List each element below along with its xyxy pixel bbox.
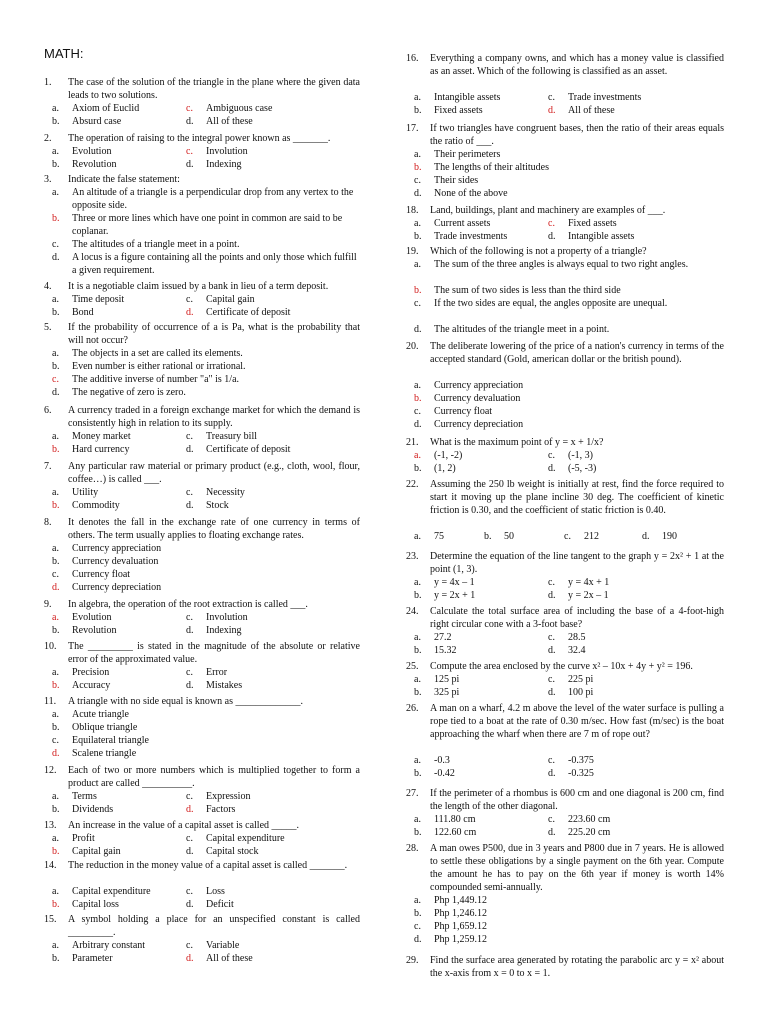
option-letter: c. <box>414 406 421 417</box>
option-letter: d. <box>186 159 194 170</box>
option-text: 190 <box>662 531 677 542</box>
option-text: 50 <box>504 531 514 542</box>
option-text: Profit <box>72 833 95 844</box>
option-text: Stock <box>206 500 229 511</box>
option-text: Terms <box>72 791 97 802</box>
question-text: If the probability of occurrence of a is Pa, what is the probability that will not occur? <box>68 322 360 346</box>
option-letter: a. <box>414 218 421 229</box>
option-letter: a. <box>414 577 421 588</box>
option-letter: a. <box>414 755 421 766</box>
question-text: In algebra, the operation of the root extraction is called ___. <box>68 599 308 610</box>
option-letter: c. <box>186 667 193 678</box>
option-text: (-5, -3) <box>568 463 597 474</box>
option-text: 325 pi <box>434 687 460 698</box>
option-letter: c. <box>186 886 193 897</box>
option-letter: a. <box>52 886 59 897</box>
question-number: 10. <box>44 641 57 652</box>
option-text: Bond <box>72 307 94 318</box>
question-text: Indicate the false statement: <box>68 174 180 185</box>
option-text: Trade investments <box>434 231 508 242</box>
option-letter: b. <box>484 531 492 542</box>
option-text: None of the above <box>434 188 508 199</box>
question-text: If the perimeter of a rhombus is 600 cm and one diagonal is 200 cm, find the length of the other diagonal. <box>430 788 724 812</box>
option-text: 15.32 <box>434 645 457 656</box>
option-letter: a. <box>52 348 59 359</box>
option-letter: a. <box>52 187 59 198</box>
question-number: 20. <box>406 341 419 352</box>
option-text: 125 pi <box>434 674 460 685</box>
option-letter: b. <box>414 231 422 242</box>
option-letter: b. <box>52 899 60 910</box>
option-letter: c. <box>414 175 421 186</box>
option-text: -0.42 <box>434 768 455 779</box>
option-text: Acute triangle <box>72 709 129 720</box>
option-text: Variable <box>206 940 240 951</box>
option-letter: c. <box>52 735 59 746</box>
question-number: 16. <box>406 53 419 64</box>
option-text: Currency devaluation <box>72 556 159 567</box>
option-letter: a. <box>414 531 421 542</box>
option-text: 100 pi <box>568 687 594 698</box>
option-letter: d. <box>52 252 60 263</box>
option-text: Money market <box>72 431 131 442</box>
option-letter: b. <box>52 846 60 857</box>
option-text: Current assets <box>434 218 491 229</box>
option-letter: d. <box>548 827 556 838</box>
option-text: Equilateral triangle <box>72 735 149 746</box>
option-text: Parameter <box>72 953 113 964</box>
question-text: A currency traded in a foreign exchange market for which the demand is consistently high in relation to its supply. <box>68 405 360 429</box>
question-text: Determine the equation of the line tangent to the graph y = 2x² + 1 at the point (1, 3). <box>430 551 724 575</box>
option-letter: b. <box>52 307 60 318</box>
option-text: Factors <box>206 804 236 815</box>
option-letter: a. <box>52 146 59 157</box>
question-number: 24. <box>406 606 419 617</box>
option-letter: c. <box>52 239 59 250</box>
option-letter: b. <box>414 162 422 173</box>
option-text: Capital gain <box>206 294 255 305</box>
option-text: Hard currency <box>72 444 130 455</box>
question-number: 18. <box>406 205 419 216</box>
option-text: Dividends <box>72 804 114 815</box>
option-letter: a. <box>414 380 421 391</box>
option-letter: d. <box>548 645 556 656</box>
option-text: Revolution <box>72 625 117 636</box>
question-number: 6. <box>44 405 52 416</box>
option-letter: d. <box>186 116 194 127</box>
option-letter: a. <box>52 833 59 844</box>
option-text: Indexing <box>206 625 242 636</box>
option-text: An altitude of a triangle is a perpendicular drop from any vertex to the opposite side. <box>72 187 354 211</box>
option-text: (-1, -2) <box>434 450 463 461</box>
option-text: -0.375 <box>568 755 594 766</box>
question-text: The case of the solution of the triangle in the plane where the given data leads to two solutions. <box>68 77 360 101</box>
option-text: All of these <box>568 105 615 116</box>
option-text: The lengths of their altitudes <box>434 162 549 173</box>
option-letter: b. <box>52 625 60 636</box>
option-text: 122.60 cm <box>434 827 477 838</box>
option-text: Commodity <box>72 500 120 511</box>
option-letter: c. <box>52 374 59 385</box>
option-letter: c. <box>548 218 555 229</box>
option-text: 111.80 cm <box>434 814 476 825</box>
question-text: A man owes P500, due in 3 years and P800 due in 7 years. He is allowed to settle these obligations by a single payment on the 6th year. Compute the amount he has to pay on the 6th year if money is worth 14% compounded semi-annually. <box>430 843 724 893</box>
option-text: Indexing <box>206 159 242 170</box>
option-letter: c. <box>52 569 59 580</box>
option-letter: a. <box>414 450 421 461</box>
option-letter: d. <box>548 231 556 242</box>
option-text: Their perimeters <box>434 149 501 160</box>
option-letter: d. <box>186 804 194 815</box>
option-letter: c. <box>564 531 571 542</box>
option-text: Php 1,449.12 <box>434 895 488 906</box>
option-text: Intangible assets <box>434 92 501 103</box>
option-letter: a. <box>52 103 59 114</box>
option-letter: c. <box>186 431 193 442</box>
option-letter: a. <box>414 814 421 825</box>
option-letter: d. <box>186 444 194 455</box>
question-text: The reduction in the money value of a capital asset is called _______. <box>68 860 348 871</box>
question-number: 21. <box>406 437 419 448</box>
option-text: Capital expenditure <box>72 886 151 897</box>
option-letter: c. <box>414 298 421 309</box>
option-text: Utility <box>72 487 99 498</box>
option-text: Three or more lines which have one point in common are said to be coplanar. <box>72 213 343 237</box>
option-text: Currency depreciation <box>434 419 524 430</box>
option-letter: a. <box>52 294 59 305</box>
option-letter: b. <box>52 500 60 511</box>
option-text: Necessity <box>206 487 245 498</box>
option-letter: c. <box>186 487 193 498</box>
option-letter: a. <box>414 149 421 160</box>
question-text: Everything a company owns, and which has a money value is classified as an asset. Which of the following is classified as an asset. <box>430 53 724 77</box>
question-number: 27. <box>406 788 419 799</box>
option-letter: c. <box>548 755 555 766</box>
option-letter: d. <box>186 953 194 964</box>
option-text: Capital loss <box>72 899 119 910</box>
option-letter: c. <box>548 92 555 103</box>
question-text: Find the surface area generated by rotating the parabolic arc y = x² about the x-axis from x = 0 to x = 1. <box>430 955 724 979</box>
option-text: The objects in a set are called its elements. <box>72 348 243 359</box>
option-text: Currency float <box>434 406 493 417</box>
option-letter: c. <box>548 814 555 825</box>
question-text: Which of the following is not a property of a triangle? <box>430 246 647 257</box>
question-number: 11. <box>44 696 57 707</box>
option-text: -0.325 <box>568 768 594 779</box>
option-text: Certificate of deposit <box>206 444 291 455</box>
option-text: Axiom of Euclid <box>72 103 140 114</box>
option-text: Currency appreciation <box>434 380 524 391</box>
option-letter: c. <box>186 146 193 157</box>
question-number: 23. <box>406 551 419 562</box>
option-text: 212 <box>584 531 599 542</box>
option-text: y = 4x – 1 <box>434 577 475 588</box>
option-letter: d. <box>642 531 650 542</box>
option-text: 28.5 <box>568 632 586 643</box>
option-letter: c. <box>548 632 555 643</box>
question-text: The _________ is stated in the magnitude of the absolute or relative error of the approximated value. <box>68 641 360 665</box>
option-text: y = 2x + 1 <box>434 590 476 601</box>
option-letter: a. <box>414 674 421 685</box>
option-text: Capital stock <box>206 846 259 857</box>
option-text: 225 pi <box>568 674 594 685</box>
option-text: Accuracy <box>72 680 111 691</box>
question-number: 29. <box>406 955 419 966</box>
question-text: The deliberate lowering of the price of a nation's currency in terms of the accepted standard (Gold, american dollar or the british pound). <box>430 341 724 365</box>
option-letter: c. <box>414 921 421 932</box>
option-text: Their sides <box>434 175 479 186</box>
question-text: A symbol holding a place for an unspecified constant is called _________. <box>68 914 360 938</box>
option-text: (1, 2) <box>434 463 456 474</box>
question-text: It denotes the fall in the exchange rate of one currency in terms of others. The term usually applies to floating exchange rates. <box>68 517 360 541</box>
option-letter: b. <box>414 463 422 474</box>
option-text: The altitudes of a triangle meet in a point. <box>72 239 240 250</box>
option-text: Php 1,259.12 <box>434 934 488 945</box>
option-letter: b. <box>52 556 60 567</box>
option-text: All of these <box>206 116 253 127</box>
option-letter: a. <box>52 791 59 802</box>
option-letter: d. <box>52 582 60 593</box>
option-text: Revolution <box>72 159 117 170</box>
option-letter: a. <box>52 612 59 623</box>
question-number: 4. <box>44 281 52 292</box>
question-number: 12. <box>44 765 57 776</box>
option-text: Evolution <box>72 146 112 157</box>
option-text: Involution <box>206 612 248 623</box>
question-number: 7. <box>44 461 52 472</box>
question-number: 2. <box>44 133 52 144</box>
question-number: 26. <box>406 703 419 714</box>
option-text: Currency depreciation <box>72 582 162 593</box>
option-text: (-1, 3) <box>568 450 593 461</box>
option-text: Fixed assets <box>568 218 617 229</box>
option-letter: d. <box>548 590 556 601</box>
option-letter: a. <box>414 259 421 270</box>
question-number: 15. <box>44 914 57 925</box>
option-letter: b. <box>414 687 422 698</box>
option-text: Error <box>206 667 228 678</box>
option-text: 223.60 cm <box>568 814 611 825</box>
question-number: 1. <box>44 77 52 88</box>
option-text: The negative of zero is zero. <box>72 387 186 398</box>
option-letter: d. <box>414 934 422 945</box>
option-letter: c. <box>186 833 193 844</box>
question-text: Calculate the total surface area of including the base of a 4-foot-high right circular cone with a 3-foot base? <box>430 606 724 630</box>
option-text: Even number is either rational or irrational. <box>72 361 246 372</box>
question-number: 17. <box>406 123 419 134</box>
option-text: 225.20 cm <box>568 827 611 838</box>
option-text: The additive inverse of number "a" is 1/a. <box>72 374 240 385</box>
option-text: Evolution <box>72 612 112 623</box>
option-letter: d. <box>186 846 194 857</box>
option-letter: a. <box>414 632 421 643</box>
option-letter: b. <box>52 953 60 964</box>
question-text: A man on a wharf, 4.2 m above the level of the water surface is pulling a rope tied to a boat at the rate of 0.30 m/sec. How fast (m/sec) is the boat approaching the wharf when there are 7 m of rope out? <box>430 703 724 740</box>
option-letter: d. <box>548 768 556 779</box>
option-letter: c. <box>186 612 193 623</box>
option-letter: b. <box>414 105 422 116</box>
question-text: Compute the area enclosed by the curve x² – 10x + 4y + y² = 196. <box>430 661 693 672</box>
option-letter: b. <box>52 722 60 733</box>
option-letter: b. <box>52 804 60 815</box>
question-text: Each of two or more numbers which is multiplied together to form a product are called __________. <box>68 765 360 789</box>
option-text: Fixed assets <box>434 105 483 116</box>
option-letter: a. <box>52 940 59 951</box>
option-text: Oblique triangle <box>72 722 138 733</box>
question-text: If two triangles have congruent bases, then the ratio of their areas equals the ratio of ___. <box>430 123 724 147</box>
question-number: 5. <box>44 322 52 333</box>
option-text: Time deposit <box>72 294 125 305</box>
question-text: What is the maximum point of y = x + 1/x? <box>430 437 604 448</box>
option-text: Absurd case <box>72 116 122 127</box>
option-text: -0.3 <box>434 755 450 766</box>
option-letter: d. <box>414 419 422 430</box>
option-text: 75 <box>434 531 444 542</box>
question-number: 28. <box>406 843 419 854</box>
option-letter: b. <box>414 285 422 296</box>
option-letter: d. <box>186 625 194 636</box>
option-letter: b. <box>414 393 422 404</box>
option-text: Mistakes <box>206 680 243 691</box>
option-letter: d. <box>548 105 556 116</box>
option-text: 27.2 <box>434 632 452 643</box>
option-letter: c. <box>548 674 555 685</box>
section-heading: MATH: <box>44 46 84 61</box>
question-text: Any particular raw material or primary product (e.g., cloth, wool, flour, coffee…) is called ___. <box>68 461 360 485</box>
option-text: Treasury bill <box>206 431 258 442</box>
question-text: It is a negotiable claim issued by a bank in lieu of a term deposit. <box>68 281 329 292</box>
option-letter: b. <box>414 827 422 838</box>
option-text: 32.4 <box>568 645 586 656</box>
option-letter: d. <box>186 899 194 910</box>
option-text: Ambiguous case <box>206 103 273 114</box>
option-text: Capital gain <box>72 846 121 857</box>
option-text: All of these <box>206 953 253 964</box>
option-letter: a. <box>52 709 59 720</box>
option-letter: c. <box>186 791 193 802</box>
option-letter: d. <box>414 324 422 335</box>
question-number: 22. <box>406 479 419 490</box>
option-text: The altitudes of the triangle meet in a point. <box>434 324 610 335</box>
option-text: A locus is a figure containing all the points and only those which fulfill a given requirement. <box>72 252 357 276</box>
question-text: An increase in the value of a capital asset is called _____. <box>68 820 300 831</box>
option-text: Php 1,659.12 <box>434 921 488 932</box>
option-letter: a. <box>52 667 59 678</box>
option-text: Capital expenditure <box>206 833 285 844</box>
option-letter: d. <box>52 387 60 398</box>
option-letter: d. <box>414 188 422 199</box>
option-text: y = 2x – 1 <box>568 590 609 601</box>
option-letter: b. <box>52 116 60 127</box>
option-letter: a. <box>414 92 421 103</box>
option-text: The sum of the three angles is always equal to two right angles. <box>434 259 689 270</box>
option-letter: a. <box>414 895 421 906</box>
option-letter: c. <box>548 450 555 461</box>
option-letter: d. <box>186 680 194 691</box>
option-text: y = 4x + 1 <box>568 577 610 588</box>
option-text: Currency devaluation <box>434 393 521 404</box>
question-text: Land, buildings, plant and machinery are examples of ___. <box>430 205 666 216</box>
option-text: Involution <box>206 146 248 157</box>
option-text: Scalene triangle <box>72 748 137 759</box>
option-letter: d. <box>186 500 194 511</box>
option-text: If the two sides are equal, the angles opposite are unequal. <box>434 298 668 309</box>
option-text: Arbitrary constant <box>72 940 146 951</box>
option-letter: b. <box>52 159 60 170</box>
option-text: Deficit <box>206 899 234 910</box>
option-letter: d. <box>52 748 60 759</box>
option-letter: a. <box>52 431 59 442</box>
option-letter: b. <box>414 768 422 779</box>
option-letter: b. <box>52 361 60 372</box>
option-text: Precision <box>72 667 110 678</box>
option-text: Trade investments <box>568 92 642 103</box>
question-number: 8. <box>44 517 52 528</box>
option-text: Expression <box>206 791 251 802</box>
option-letter: b. <box>52 444 60 455</box>
option-letter: c. <box>186 294 193 305</box>
option-letter: c. <box>548 577 555 588</box>
option-letter: d. <box>548 687 556 698</box>
option-letter: a. <box>52 543 59 554</box>
option-letter: c. <box>186 103 193 114</box>
option-text: Currency appreciation <box>72 543 162 554</box>
option-letter: b. <box>414 590 422 601</box>
option-text: Currency float <box>72 569 131 580</box>
option-text: The sum of two sides is less than the third side <box>434 285 621 296</box>
option-letter: d. <box>186 307 194 318</box>
question-number: 3. <box>44 174 52 185</box>
question-number: 19. <box>406 246 419 257</box>
question-text: The operation of raising to the integral power known as _______. <box>68 133 331 144</box>
option-letter: b. <box>52 680 60 691</box>
option-letter: b. <box>414 645 422 656</box>
option-text: Loss <box>206 886 225 897</box>
option-letter: d. <box>548 463 556 474</box>
option-text: Intangible assets <box>568 231 635 242</box>
question-number: 14. <box>44 860 57 871</box>
option-letter: b. <box>52 213 60 224</box>
question-number: 9. <box>44 599 52 610</box>
option-text: Certificate of deposit <box>206 307 291 318</box>
option-letter: c. <box>186 940 193 951</box>
option-letter: a. <box>52 487 59 498</box>
option-text: Php 1,246.12 <box>434 908 488 919</box>
question-text: Assuming the 250 lb weight is initially at rest, find the force required to start it moving up the plane incline 30 deg. The coefficient of kinetic friction is 0.30, and the coefficient of static friction is 0.40. <box>430 479 724 516</box>
question-number: 13. <box>44 820 57 831</box>
question-number: 25. <box>406 661 419 672</box>
option-letter: b. <box>414 908 422 919</box>
question-text: A triangle with no side equal is known as _____________. <box>68 696 303 707</box>
